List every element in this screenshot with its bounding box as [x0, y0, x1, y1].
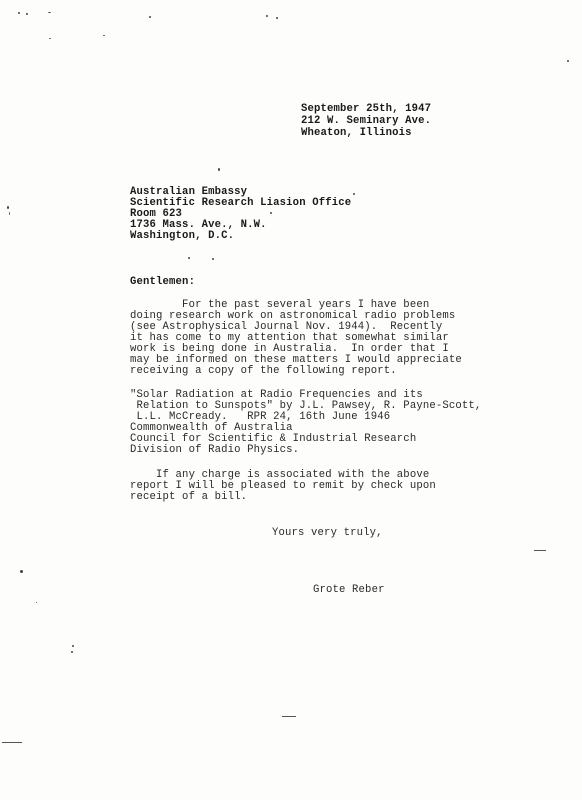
paragraph1-line-4: it has come to my attention that somewhat similar: [130, 332, 449, 344]
scan-speck: [266, 15, 268, 17]
report-line-5: Council for Scientific & Industrial Research: [130, 433, 417, 445]
scan-speck: [36, 602, 37, 603]
paragraph1-line-2: doing research work on astronomical radio problems: [130, 310, 456, 322]
scan-speck: [26, 13, 28, 15]
scan-speck: [103, 35, 105, 36]
paragraph1-line-6: may be informed on these matters I would appreciate: [130, 354, 462, 366]
paragraph1-line-5: work is being done in Australia. In order that I: [130, 343, 449, 355]
scan-speck: [270, 212, 272, 214]
letter-date: September 25th, 1947: [301, 103, 432, 115]
sender-street: 212 W. Seminary Ave.: [301, 115, 432, 127]
recipient-line-3: Room 623: [130, 208, 183, 220]
sender-city: Wheaton, Illinois: [301, 127, 412, 139]
scan-speck: [218, 168, 220, 171]
scan-speck: [149, 16, 151, 18]
recipient-line-5: Washington, D.C.: [130, 230, 235, 242]
report-line-2: Relation to Sunspots" by J.L. Pawsey, R. Payne-Scott,: [130, 400, 482, 412]
report-line-3: L.L. McCready. RPR 24, 16th June 1946: [130, 411, 391, 423]
recipient-line-2: Scientific Research Liasion Office: [130, 197, 352, 209]
scan-speck: [567, 60, 569, 62]
report-line-6: Division of Radio Physics.: [130, 444, 300, 456]
scan-speck: [48, 12, 51, 13]
scan-speck: [18, 12, 20, 14]
report-line-4: Commonwealth of Australia: [130, 422, 293, 434]
paragraph1-line-1: For the past several years I have been: [130, 299, 430, 311]
scan-speck: [20, 570, 23, 573]
recipient-line-1: Australian Embassy: [130, 186, 248, 198]
recipient-line-4: 1736 Mass. Ave., N.W.: [130, 219, 267, 231]
scan-speck: [7, 206, 9, 209]
scan-speck: [188, 257, 190, 259]
report-line-1: "Solar Radiation at Radio Frequencies and its: [130, 389, 423, 401]
paragraph2-line-3: receipt of a bill.: [130, 491, 248, 503]
scan-speck: [49, 38, 51, 39]
scan-speck: [9, 212, 10, 215]
paragraph2-line-2: report I will be pleased to remit by check upon: [130, 480, 436, 492]
salutation: Gentlemen:: [130, 276, 196, 288]
scan-speck: [212, 258, 214, 260]
paragraph1-line-3: (see Astrophysical Journal Nov. 1944). Recently: [130, 321, 443, 333]
paragraph1-line-7: receiving a copy of the following report.: [130, 365, 397, 377]
scan-mark: [534, 550, 546, 551]
scan-mark: [282, 716, 296, 717]
scan-speck: [276, 17, 278, 19]
scan-mark: [2, 742, 22, 743]
paragraph2-line-1: If any charge is associated with the above: [130, 469, 430, 481]
closing: Yours very truly,: [272, 527, 383, 539]
scan-speck: [72, 645, 74, 647]
scan-speck: [353, 193, 355, 195]
scan-speck: [71, 651, 73, 653]
signature: Grote Reber: [313, 584, 385, 596]
